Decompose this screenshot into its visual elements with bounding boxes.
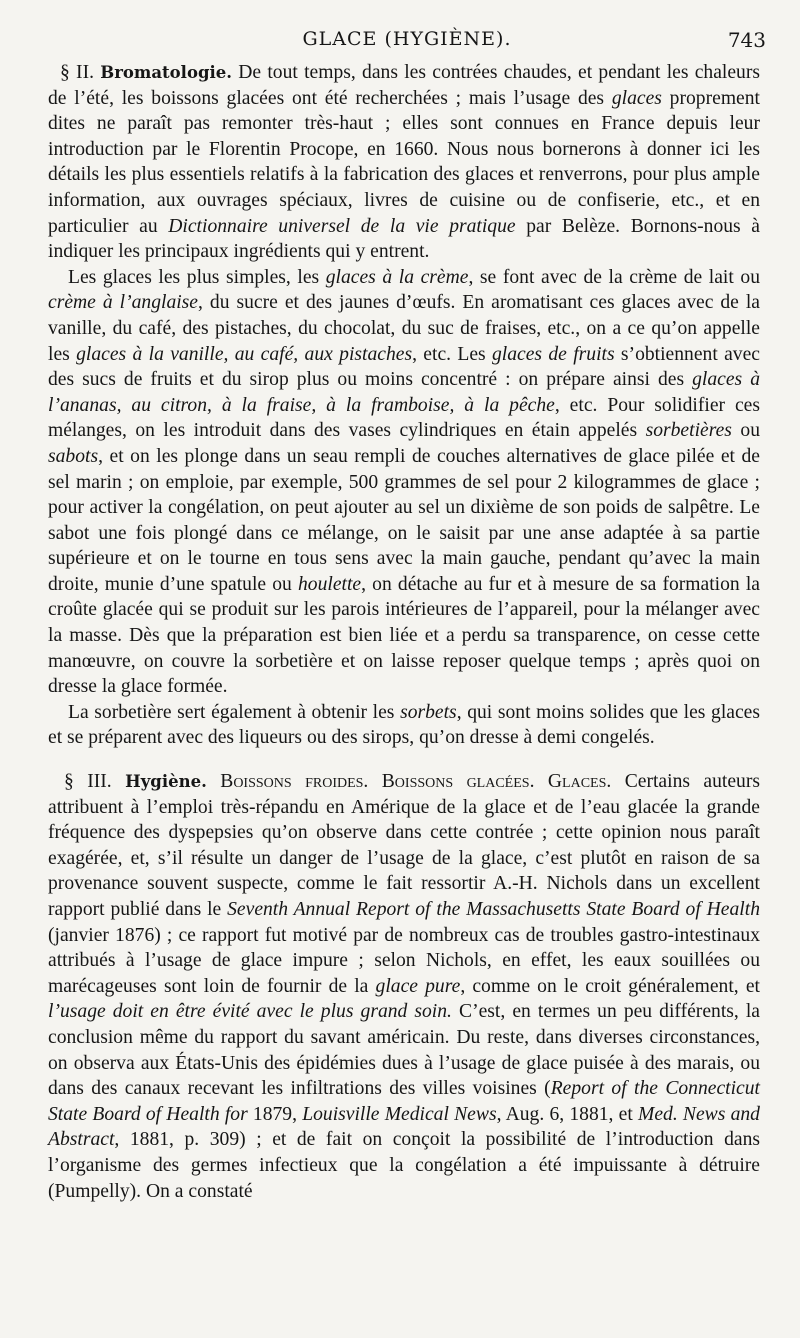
italic-span: glaces à la vanille, au café, aux pistaches bbox=[76, 343, 413, 365]
body-text bbox=[48, 60, 760, 1204]
text-span: , Aug. 6, 1881, et bbox=[496, 1103, 638, 1125]
text-span: (janvier 1876) ; ce rapport fut motivé par de nombreux cas de troubles gastro-intestinaux attribués à l’usage de glace impure ; selon Nichols, en effet, les eaux souillées ou marécageuses sont loin de fournir de la bbox=[48, 924, 760, 997]
italic-span: Med. News and Abstract bbox=[48, 1103, 760, 1151]
text-span: 1879, bbox=[247, 1103, 303, 1125]
text-span: , etc. Pour solidifier ces mélanges, on les introduit dans des vases cylindriques en étain appelés bbox=[48, 394, 760, 442]
paragraph-hygiene bbox=[48, 769, 760, 1204]
italic-span: glaces à l’ananas, au citron, à la fraise, à la framboise, à la pêche bbox=[48, 369, 760, 416]
italic-span: Dictionnaire universel de la vie pratique bbox=[168, 215, 516, 237]
text-span: Les glaces les plus simples, les bbox=[68, 266, 326, 288]
section-heading: Hygiène. bbox=[125, 772, 207, 792]
text-span: La sorbetière sert également à obtenir les bbox=[68, 701, 401, 723]
text-span: par Belèze. Bornons-nous à indiquer les principaux ingrédients qui y entrent. bbox=[48, 215, 760, 263]
italic-span: sorbetières bbox=[645, 420, 732, 442]
text-span: proprement dites ne paraît pas remonter très-haut ; elles sont connues en France depuis leur introduction par le Florentin Procope, en 1660. Nous nous bornerons à donner ici les détails les plus essentiels relatifs à la fabrication des glaces et renverrons, pour plus ample information, aux ouvrages spéciaux, livres de cuisine ou de confiserie, etc., et en particulier au bbox=[48, 87, 760, 237]
text-span: s’obtiennent avec des sucs de fruits et du sirop plus ou moins concentré : on prépare ainsi des bbox=[48, 343, 761, 391]
italic-span: glaces à la crème bbox=[325, 266, 469, 288]
italic-span: glaces de fruits bbox=[492, 343, 615, 365]
paragraph-bromatologie bbox=[48, 60, 760, 265]
italic-span: houlette bbox=[298, 573, 362, 595]
running-title: GLACE (HYGIÈNE). bbox=[302, 28, 512, 50]
text-span: , etc. Les bbox=[412, 343, 492, 365]
text-span: De tout temps, dans les contrées chaudes, et pendant les chaleurs de l’été, les boissons glacées ont été recherchées ; mais l’usage des bbox=[48, 62, 760, 109]
page-number: 743 bbox=[727, 28, 766, 52]
text-span: ou bbox=[731, 420, 761, 442]
paragraph-glaces-simples bbox=[48, 265, 760, 700]
italic-span: sabots bbox=[48, 445, 99, 467]
text-span bbox=[207, 771, 220, 792]
text-span: Certains auteurs attribuent à l’emploi très-répandu en Amérique de la glace et de l’eau glacée la grande fréquence des dyspepsies qu’on observe dans cette contrée ; cette opinion nous paraît exagérée, et, s’il résulte un danger de l’usage de la glace, c’est plutôt en raison de sa provenance souvent suspecte, comme le fait ressortir A.-H. Nichols dans un excellent rapport publié dans le bbox=[48, 771, 760, 920]
paragraph-sorbets bbox=[48, 700, 760, 751]
text-span: § III. bbox=[64, 771, 126, 793]
text-span: , du sucre et des jaunes d’œufs. En aromatisant ces glaces avec de la vanille, du café, des pistaches, du chocolat, du suc de fraises, etc., on a ce qu’on appelle les bbox=[48, 292, 761, 365]
text-span: , 1881, p. 309) ; et de fait on conçoit la possibilité de l’introduction dans l’organisme des germes infectieux que la congélation a été impuissante à détruire (Pumpelly). On a constaté bbox=[48, 1129, 760, 1202]
text-span: , qui sont moins solides que les glaces et se préparent avec des liqueurs ou des sirops, qu’on dresse à demi congelés. bbox=[48, 701, 761, 749]
text-span: , comme on le croit généralement, et bbox=[460, 975, 760, 997]
small-caps-span: Boissons froides. Boissons glacées. Glaces. bbox=[220, 771, 612, 793]
text-span: C’est, en termes un peu différents, la conclusion même du rapport du savant américain. Du reste, dans diverses circonstances, on observa aux États-Unis des épidémies dues à l’usage de glace puisée à des marais, ou dans des canaux recevant les infiltrations des villes voisines ( bbox=[48, 1001, 760, 1100]
text-span: , et on les plonge dans un seau rempli de couches alternatives de glace pilée et de sel marin ; on emploie, par exemple, 500 grammes de sel pour 2 kilogrammes de glace ; pour activer la congélation, on peut ajouter au sel un dixième de son poids de salpêtre. Le sabot une fois plongé dans ce mélange, on le saisit par une anse adaptée à sa partie supérieure et on le tourne en tous sens avec la main gauche, pendant qu’avec la main droite, munie d’une spatule ou bbox=[48, 445, 760, 595]
italic-span: glace pure bbox=[375, 975, 461, 997]
text-span: , se font avec de la crème de lait ou bbox=[468, 266, 760, 288]
italic-span: Seventh Annual Report of the Massachusetts State Board of Health bbox=[227, 899, 760, 920]
italic-span: crème à l’anglaise bbox=[48, 292, 199, 314]
text-span: § II. bbox=[60, 62, 101, 83]
italic-span: Louisville Medical News bbox=[302, 1103, 497, 1125]
italic-span: Report of the Connecticut State Board of Health for bbox=[48, 1078, 760, 1125]
italic-span: l’usage doit en être évité avec le plus grand soin. bbox=[48, 1001, 452, 1023]
page-header bbox=[48, 28, 766, 58]
section-heading: Bromatologie. bbox=[100, 63, 233, 82]
italic-span: sorbets bbox=[400, 701, 457, 723]
italic-span: glaces bbox=[611, 87, 662, 109]
text-span: , on détache au fur et à mesure de sa formation la croûte glacée qui se produit sur les parois intérieures de l’appareil, pour la mélanger avec la masse. Dès que la préparation est bien liée et a perdu sa transparence, on cesse cette manœuvre, on couvre la sorbetière et on laisse reposer quelque temps ; après quoi on dresse la glace formée. bbox=[48, 573, 760, 698]
